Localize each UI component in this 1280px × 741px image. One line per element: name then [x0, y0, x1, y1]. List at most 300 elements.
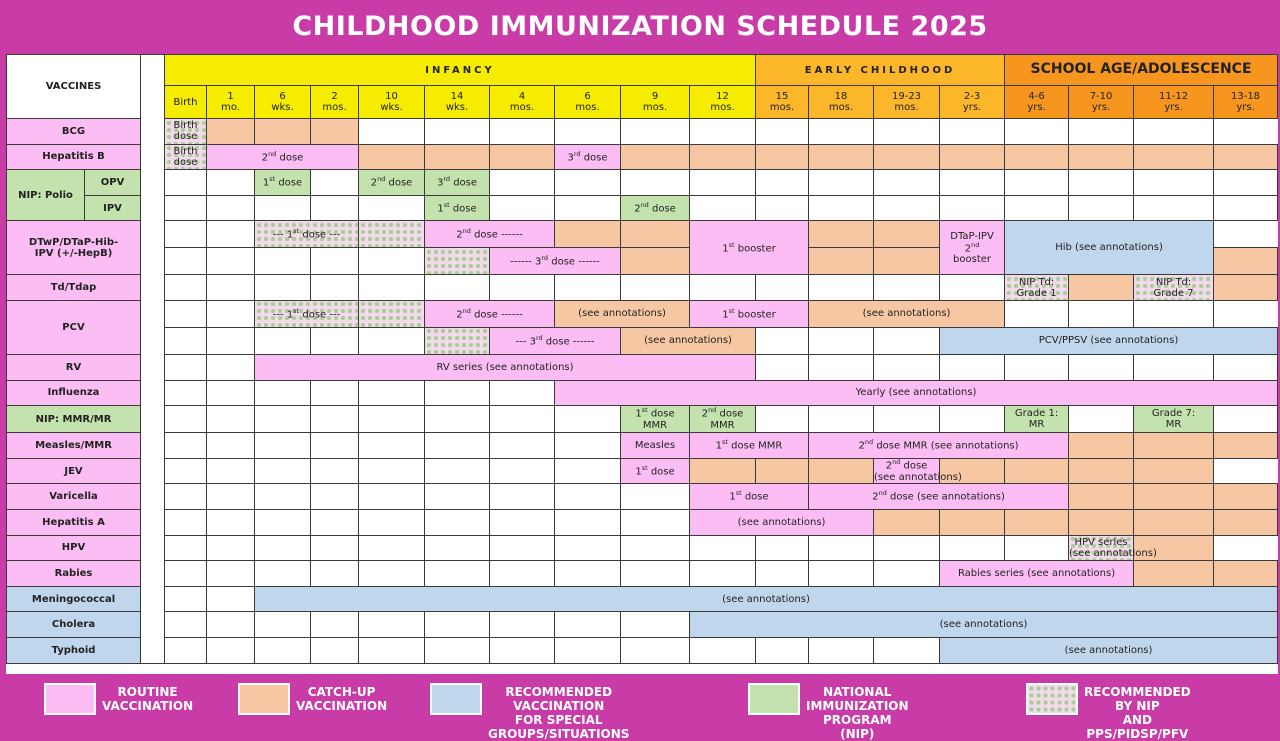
schedule-cell: [1214, 195, 1278, 221]
age-header: [255, 86, 311, 119]
schedule-cell: [165, 612, 207, 638]
schedule-cell: [621, 119, 690, 145]
schedule-cell: [940, 144, 1005, 170]
cell-text: dose: [648, 203, 676, 215]
schedule-cell: [207, 327, 255, 354]
cell-text: 2: [701, 408, 709, 420]
schedule-cell: [756, 458, 809, 484]
cell-text: dose MMR: [727, 440, 783, 452]
schedule-cell: [165, 509, 207, 535]
cell-text: dose: [385, 177, 413, 189]
schedule-cell: [555, 612, 621, 638]
legend-label: CATCH-UP VACCINATION: [296, 685, 388, 713]
schedule-cell: [207, 484, 255, 510]
schedule-cell: [621, 275, 690, 301]
mr-grade-1: [1005, 406, 1069, 433]
cell-text: MMR: [642, 419, 668, 431]
schedule-cell: [756, 144, 809, 170]
schedule-cell: [809, 354, 874, 380]
schedule-cell: [207, 586, 255, 612]
schedule-cell: [207, 561, 255, 587]
schedule-cell: [207, 221, 255, 248]
cell-text: 7-10: [1089, 91, 1113, 102]
cell-text: NIP Td:: [1018, 276, 1055, 288]
cell-text: Birth: [173, 120, 198, 132]
age-header: [311, 86, 359, 119]
cell-text: 3: [529, 336, 536, 348]
cell-text: nd: [462, 306, 471, 315]
mmr-1st-dose: [621, 406, 690, 433]
schedule-cell: [311, 170, 359, 196]
schedule-cell: [207, 170, 255, 196]
cell-text: MMR: [710, 419, 735, 431]
schedule-cell: [359, 275, 425, 301]
schedule-cell: [1134, 484, 1214, 510]
cell-text: 2: [964, 243, 972, 255]
schedule-cell: [690, 144, 756, 170]
age-header: [555, 86, 621, 119]
schedule-cell: [621, 509, 690, 535]
schedule-cell: [255, 484, 311, 510]
cell-text: 13-18: [1230, 91, 1261, 102]
schedule-cell: [165, 586, 207, 612]
schedule-cell: [555, 637, 621, 663]
schedule-cell: [255, 612, 311, 638]
schedule-cell: [490, 561, 555, 587]
cell-text: wks.: [445, 102, 469, 113]
schedule-cell: [490, 535, 555, 561]
schedule-cell: [311, 509, 359, 535]
ipv-2nd-dose: [621, 195, 690, 221]
schedule-cell: [940, 354, 1005, 380]
schedule-cell: [809, 327, 874, 354]
schedule-cell: [359, 248, 425, 275]
schedule-cell: [809, 561, 874, 587]
cell-text: 1: [729, 491, 736, 503]
opv-2nd-dose: [359, 170, 425, 196]
schedule-cell: [255, 433, 311, 459]
schedule-cell: [359, 144, 425, 170]
schedule-cell: [1069, 300, 1134, 327]
schedule-cell: [311, 195, 359, 221]
schedule-cell: [359, 637, 425, 663]
schedule-cell: [207, 248, 255, 275]
hib-see-annotations: Hib (see annotations): [1005, 221, 1214, 275]
cell-text: 12: [716, 91, 729, 102]
cell-text: ---: [272, 309, 287, 321]
schedule-cell: [1214, 406, 1278, 433]
cell-text: st: [269, 175, 276, 184]
age-header: [490, 86, 555, 119]
vaccine-hepatitis-a: Hepatitis A: [7, 509, 141, 535]
pcv-catchup-see-annotations-3: (see annotations): [621, 327, 756, 354]
cell-text: rd: [573, 149, 581, 158]
cell-text: dose: [173, 156, 198, 168]
vaccine-cholera: Cholera: [7, 612, 141, 638]
cell-text: st: [728, 240, 735, 249]
schedule-cell: [425, 144, 490, 170]
schedule-cell: [756, 170, 809, 196]
cell-text: 6: [584, 91, 591, 102]
cell-text: ------: [510, 256, 535, 268]
schedule-cell: [621, 637, 690, 663]
schedule-cell: [555, 195, 621, 221]
vaccine-pcv: PCV: [7, 300, 141, 354]
schedule-cell: [809, 406, 874, 433]
schedule-cell: [1134, 433, 1214, 459]
cell-text: st: [443, 200, 450, 209]
legend-label: RECOMMENDED BY NIP AND PPS/PIDSP/PFV: [1084, 685, 1191, 741]
schedule-cell: [255, 248, 311, 275]
schedule-cell: [1005, 354, 1069, 380]
schedule-cell: [1134, 195, 1214, 221]
schedule-cell: [874, 248, 940, 275]
vaccine-ipv: IPV: [85, 195, 141, 221]
mr-grade-7: [1134, 406, 1214, 433]
cell-text: dose ------: [548, 256, 600, 268]
pcv-catchup-see-annotations: (see annotations): [555, 300, 690, 327]
cell-text: 2-3: [963, 91, 981, 102]
page-title: CHILDHOOD IMMUNIZATION SCHEDULE 2025: [292, 11, 988, 42]
schedule-cell: [311, 458, 359, 484]
schedule-cell: [555, 119, 621, 145]
age-header: [1005, 86, 1069, 119]
cell-text: Birth: [173, 145, 198, 157]
cell-text: st: [293, 227, 300, 236]
cell-text: 1: [722, 309, 729, 321]
schedule-board: [6, 54, 1278, 674]
schedule-cell: [207, 433, 255, 459]
schedule-cell: [165, 406, 207, 433]
schedule-cell: [359, 195, 425, 221]
cell-text: 14: [450, 91, 464, 102]
schedule-cell: [311, 612, 359, 638]
schedule-cell: [1214, 484, 1278, 510]
cell-text: 2: [456, 229, 463, 241]
schedule-cell: [359, 509, 425, 535]
cell-text: 1: [262, 177, 270, 189]
schedule-cell: [809, 535, 874, 561]
schedule-cell: [555, 433, 621, 459]
schedule-cell: [425, 484, 490, 510]
schedule-cell: [621, 248, 690, 275]
schedule-cell: [311, 637, 359, 663]
vaccines-header: VACCINES: [7, 55, 141, 119]
cell-text: ---: [272, 229, 287, 241]
cell-text: 19-23: [891, 91, 922, 102]
legend-label: RECOMMENDED VACCINATION FOR SPECIAL GROUPS/SITUATIONS: [488, 685, 630, 741]
rabies-series: Rabies series (see annotations): [940, 561, 1134, 587]
schedule-cell: [165, 637, 207, 663]
schedule-cell: [1134, 144, 1214, 170]
schedule-cell: [874, 275, 940, 301]
legend-label: ROUTINE VACCINATION: [102, 685, 194, 713]
schedule-cell: [165, 354, 207, 380]
schedule-cell: [490, 275, 555, 301]
cell-text: mos.: [710, 102, 735, 113]
cell-text: Birth: [173, 96, 198, 108]
schedule-cell: [255, 561, 311, 587]
cell-text: MR: [1028, 419, 1045, 431]
schedule-cell: [490, 380, 555, 406]
schedule-cell: [1134, 170, 1214, 196]
cell-text: 2: [858, 440, 865, 452]
cell-text: (see annotations): [874, 471, 962, 483]
cell-text: st: [735, 489, 742, 498]
age-header: [425, 86, 490, 119]
cell-text: dose ------: [470, 229, 523, 241]
vaccine-influenza: Influenza: [7, 380, 141, 406]
cell-text: mos.: [769, 102, 795, 113]
schedule-cell: [809, 637, 874, 663]
schedule-cell: [425, 637, 490, 663]
cell-text: IPV (+/-HepB): [34, 247, 113, 259]
schedule-cell: [165, 221, 207, 248]
age-header: [165, 86, 207, 119]
cell-text: 4-6: [1028, 91, 1045, 102]
typhoid-see-annotations: (see annotations): [940, 637, 1278, 663]
schedule-cell: [874, 637, 940, 663]
schedule-cell: [874, 535, 940, 561]
td-nip-grade-7: [1134, 275, 1214, 301]
schedule-table: [6, 54, 1278, 664]
schedule-cell: [621, 221, 690, 248]
vaccine-dtwp: [7, 221, 141, 275]
schedule-cell: [940, 119, 1005, 145]
schedule-cell: [1214, 561, 1278, 587]
opv-3rd-dose: [425, 170, 490, 196]
schedule-cell: [756, 275, 809, 301]
pcv-2nd-dose: [425, 300, 555, 327]
legend-swatch: [238, 683, 290, 715]
measles-dose: Measles: [621, 433, 690, 459]
cholera-see-annotations: (see annotations): [690, 612, 1278, 638]
schedule-cell: [1134, 119, 1214, 145]
cell-text: 2: [634, 203, 641, 215]
schedule-cell: [255, 509, 311, 535]
schedule-cell: [690, 458, 756, 484]
cell-text: HPV series: [1074, 536, 1128, 548]
cell-text: dose: [580, 152, 608, 164]
schedule-cell: [359, 119, 425, 145]
cell-text: 2: [885, 460, 893, 472]
vaccine-typhoid: Typhoid: [7, 637, 141, 663]
legend-swatch: [748, 683, 800, 715]
cell-text: dose: [647, 466, 675, 478]
group-school-age: SCHOOL AGE/ADOLESCENCE: [1005, 55, 1278, 86]
schedule-cell: [1069, 119, 1134, 145]
schedule-cell: [359, 380, 425, 406]
schedule-cell: [555, 484, 621, 510]
cell-text: 2: [872, 491, 879, 503]
legend-swatch: [1026, 683, 1078, 715]
cell-text: mos.: [509, 102, 535, 113]
schedule-cell: [756, 327, 809, 354]
schedule-cell: [940, 509, 1005, 535]
schedule-cell: [756, 561, 809, 587]
dtwp-2nd-dose: [425, 221, 555, 248]
cell-text: 1: [635, 408, 642, 420]
schedule-cell: [207, 637, 255, 663]
schedule-cell: [874, 354, 940, 380]
schedule-cell: [940, 535, 1005, 561]
cell-text: 2: [456, 309, 463, 321]
cell-text: dose MMR (see annotations): [873, 440, 1019, 452]
schedule-cell: [255, 275, 311, 301]
cell-text: dose ---: [299, 309, 341, 321]
schedule-cell: [621, 170, 690, 196]
cell-text: st: [641, 406, 648, 415]
schedule-cell: [555, 535, 621, 561]
schedule-cell: [311, 433, 359, 459]
cell-text: nd: [708, 406, 717, 415]
age-header: [621, 86, 690, 119]
cell-text: nd: [864, 438, 874, 447]
cell-text: rd: [541, 254, 549, 263]
schedule-cell: [555, 458, 621, 484]
schedule-cell: [165, 300, 207, 327]
cell-text: Grade 7: [1153, 287, 1194, 299]
schedule-cell: [690, 275, 756, 301]
schedule-cell: [207, 380, 255, 406]
schedule-cell: [311, 406, 359, 433]
schedule-cell: [207, 535, 255, 561]
schedule-cell: [874, 170, 940, 196]
cell-text: dose: [741, 491, 769, 503]
schedule-cell: [1069, 275, 1134, 301]
measles-2nd-dose-mmr: [809, 433, 1069, 459]
schedule-cell: [425, 535, 490, 561]
schedule-cell: [1069, 195, 1134, 221]
schedule-cell: [1069, 144, 1134, 170]
schedule-cell: [359, 561, 425, 587]
cell-text: 1: [722, 243, 729, 255]
age-header: [756, 86, 809, 119]
opv-1st-dose: [255, 170, 311, 196]
schedule-cell: [1134, 300, 1214, 327]
cell-text: 1: [286, 309, 294, 321]
schedule-cell: [165, 170, 207, 196]
schedule-cell: [809, 248, 874, 275]
schedule-cell: [1214, 248, 1278, 275]
schedule-cell: [1005, 300, 1069, 327]
meningococcal-see-annotations: (see annotations): [255, 586, 1278, 612]
schedule-cell: [690, 637, 756, 663]
cell-text: booster: [953, 254, 992, 266]
schedule-cell: [1069, 433, 1134, 459]
schedule-cell: [165, 458, 207, 484]
schedule-cell: [1069, 484, 1134, 510]
cell-text: dose: [647, 408, 675, 420]
cell-text: dose: [450, 177, 478, 189]
cell-text: 1: [715, 440, 723, 452]
schedule-cell: [425, 327, 490, 354]
schedule-cell: [621, 561, 690, 587]
schedule-cell: [555, 170, 621, 196]
cell-text: rd: [535, 333, 543, 342]
schedule-cell: [311, 327, 359, 354]
dtwp-3rd-dose: [490, 248, 621, 275]
cell-text: NIP Td:: [1155, 276, 1192, 288]
age-header: [1214, 86, 1278, 119]
group-early-childhood: EARLY CHILDHOOD: [756, 55, 1005, 86]
cell-text: dose ------: [542, 336, 595, 348]
schedule-cell: [311, 275, 359, 301]
schedule-cell: [311, 561, 359, 587]
schedule-cell: [1069, 354, 1134, 380]
varicella-1st-dose: [690, 484, 809, 510]
vaccine-hepatitis-b: Hepatitis B: [7, 144, 141, 170]
schedule-cell: [311, 535, 359, 561]
cell-text: nd: [640, 200, 649, 209]
cell-text: nd: [377, 175, 386, 184]
schedule-cell: [1069, 458, 1134, 484]
cell-text: dose: [900, 460, 928, 472]
dtwp-1st-booster: [690, 221, 809, 275]
cell-text: nd: [971, 240, 980, 249]
schedule-cell: [425, 561, 490, 587]
schedule-cell: [1005, 458, 1069, 484]
ipv-1st-dose: [425, 195, 490, 221]
vaccine-meningococcal: Meningococcal: [7, 586, 141, 612]
schedule-cell: [490, 612, 555, 638]
schedule-cell: [490, 144, 555, 170]
cell-text: 6: [279, 91, 286, 102]
schedule-cell: [756, 637, 809, 663]
schedule-cell: [490, 433, 555, 459]
cell-text: nd: [892, 458, 901, 467]
bcg-catchup: [311, 119, 359, 145]
cell-text: 2: [331, 91, 338, 102]
schedule-cell: [555, 509, 621, 535]
vaccine-jev: JEV: [7, 458, 141, 484]
schedule-cell: [165, 248, 207, 275]
schedule-cell: [425, 119, 490, 145]
schedule-cell: [940, 195, 1005, 221]
pcv-ppsv-see-annotations: PCV/PPSV (see annotations): [940, 327, 1278, 354]
cell-text: mos.: [894, 102, 919, 113]
cell-text: dose: [275, 177, 303, 189]
vaccine-opv: OPV: [85, 170, 141, 196]
schedule-cell: [425, 248, 490, 275]
schedule-cell: [359, 612, 425, 638]
td-nip-grade-1: [1005, 275, 1069, 301]
schedule-cell: [425, 406, 490, 433]
schedule-cell: [425, 433, 490, 459]
mmr-2nd-dose: [690, 406, 756, 433]
schedule-cell: [1134, 458, 1214, 484]
schedule-cell: [255, 535, 311, 561]
cell-text: dose ---: [299, 229, 341, 241]
schedule-cell: [490, 458, 555, 484]
schedule-cell: [621, 612, 690, 638]
schedule-cell: [809, 119, 874, 145]
hepb-birth-dose: [165, 144, 207, 170]
cell-text: 1: [286, 229, 294, 241]
schedule-cell: [490, 637, 555, 663]
vaccine-td-tdap: Td/Tdap: [7, 275, 141, 301]
schedule-cell: [940, 275, 1005, 301]
schedule-cell: [490, 406, 555, 433]
schedule-cell: [690, 119, 756, 145]
schedule-cell: [359, 300, 425, 327]
schedule-cell: [874, 561, 940, 587]
schedule-cell: [1214, 433, 1278, 459]
vaccine-rabies: Rabies: [7, 561, 141, 587]
vaccine-hpv: HPV: [7, 535, 141, 561]
schedule-cell: [1005, 535, 1069, 561]
age-header: [359, 86, 425, 119]
